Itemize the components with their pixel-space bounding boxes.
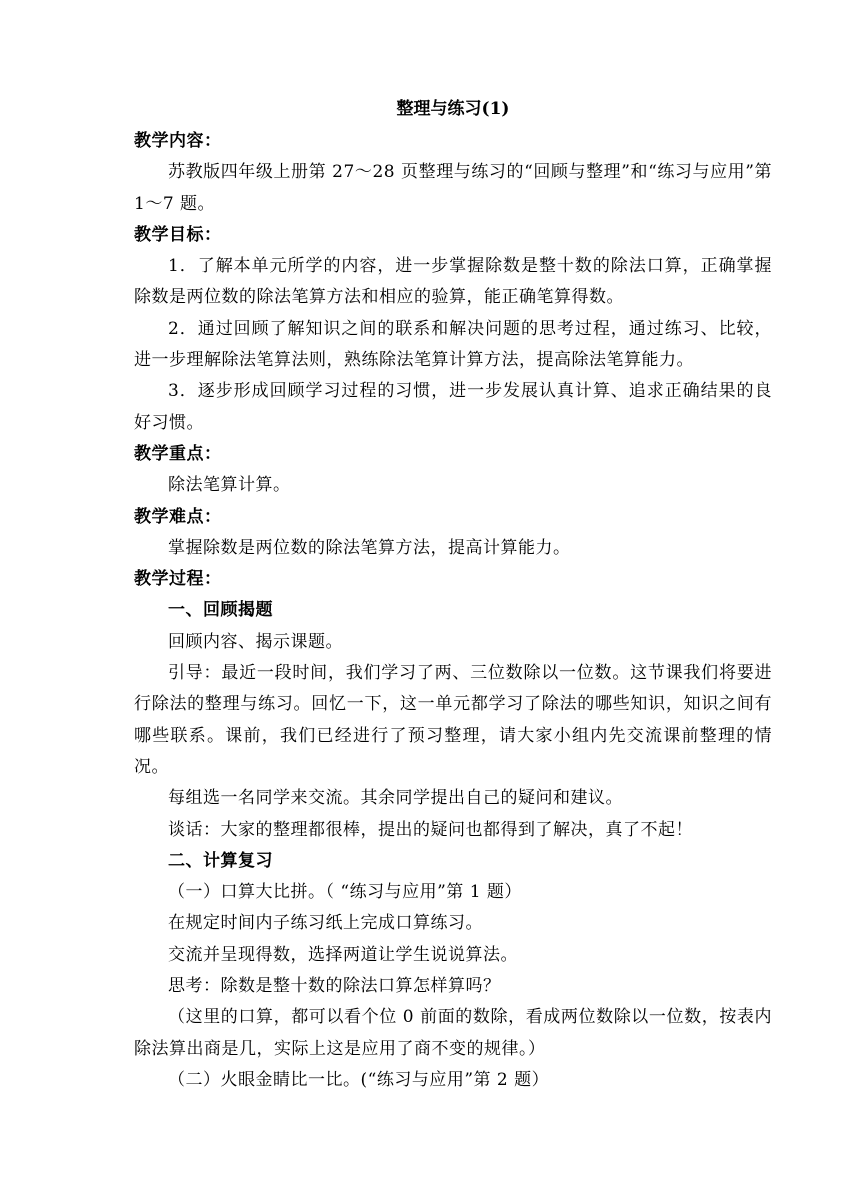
teaching-difficulty-text: 掌握除数是两位数的除法笔算方法，提高计算能力。 <box>168 537 571 558</box>
teaching-content-heading: 教学内容： <box>134 131 222 151</box>
teaching-content-text: 苏教版四年级上册第 27～28 页整理与练习的“回顾与整理”和“练习与应用”第 1～7 题。 <box>134 162 772 214</box>
part1-line-2: 引导：最近一段时间，我们学习了两、三位数除以一位数。这节课我们将要进行除法的整理与练习。回忆一下，这一单元都学习了除法的哪些知识，知识之间有哪些联系。课前，我们已经进行了预习整理，请大家小组内先交流课前整理的情况。 <box>134 663 772 777</box>
teaching-key-heading: 教学重点： <box>134 443 222 464</box>
document-title: 整理与练习(1) <box>396 99 510 119</box>
part1-line-1: 回顾内容、揭示课题。 <box>168 631 343 652</box>
part2-line-4: 思考：除数是整十数的除法口算怎样算吗？ <box>168 976 501 997</box>
teaching-key-text: 除法笔算计算。 <box>168 475 291 496</box>
part2-line-3: 交流并呈现得数，选择两道让学生说说算法。 <box>168 944 518 965</box>
teaching-difficulty-heading: 教学难点： <box>134 506 222 527</box>
part1-line-4: 谈话：大家的整理都很棒，提出的疑问也都得到了解决，真了不起！ <box>168 819 693 840</box>
teaching-goal-3: 3．逐步形成回顾学习过程的习惯，进一步发展认真计算、追求正确结果的良好习惯。 <box>134 381 772 433</box>
part2-line-5: （这里的口算，都可以看个位 0 前面的数除，看成两位数除以一位数，按表内除法算出商是几，实际上这是应用了商不变的规律。） <box>134 1007 772 1059</box>
teaching-goal-1: 1．了解本单元所学的内容，进一步掌握除数是整十数的除法口算，正确掌握除数是两位数的除法笔算方法和相应的验算，能正确笔算得数。 <box>134 256 772 308</box>
document-body <box>134 92 772 1096</box>
part2-line-6: （二）火眼金睛比一比。(“练习与应用”第 2 题） <box>168 1069 550 1090</box>
teaching-goal-2: 2．通过回顾了解知识之间的联系和解决问题的思考过程，通过练习、比较，进一步理解除法笔算法则，熟练除法笔算计算方法，提高除法笔算能力。 <box>134 318 772 371</box>
part1-line-3: 每组选一名同学来交流。其余同学提出自己的疑问和建议。 <box>168 788 623 809</box>
part2-heading: 二、计算复习 <box>168 850 273 871</box>
part2-line-1: （一）口算大比拼。（ “练习与应用”第 1 题） <box>168 882 522 903</box>
teaching-goals-heading: 教学目标： <box>134 224 222 245</box>
part1-heading: 一、回顾揭题 <box>168 600 273 621</box>
part2-line-2: 在规定时间内子练习纸上完成口算练习。 <box>168 913 483 934</box>
teaching-process-heading: 教学过程： <box>134 569 222 590</box>
